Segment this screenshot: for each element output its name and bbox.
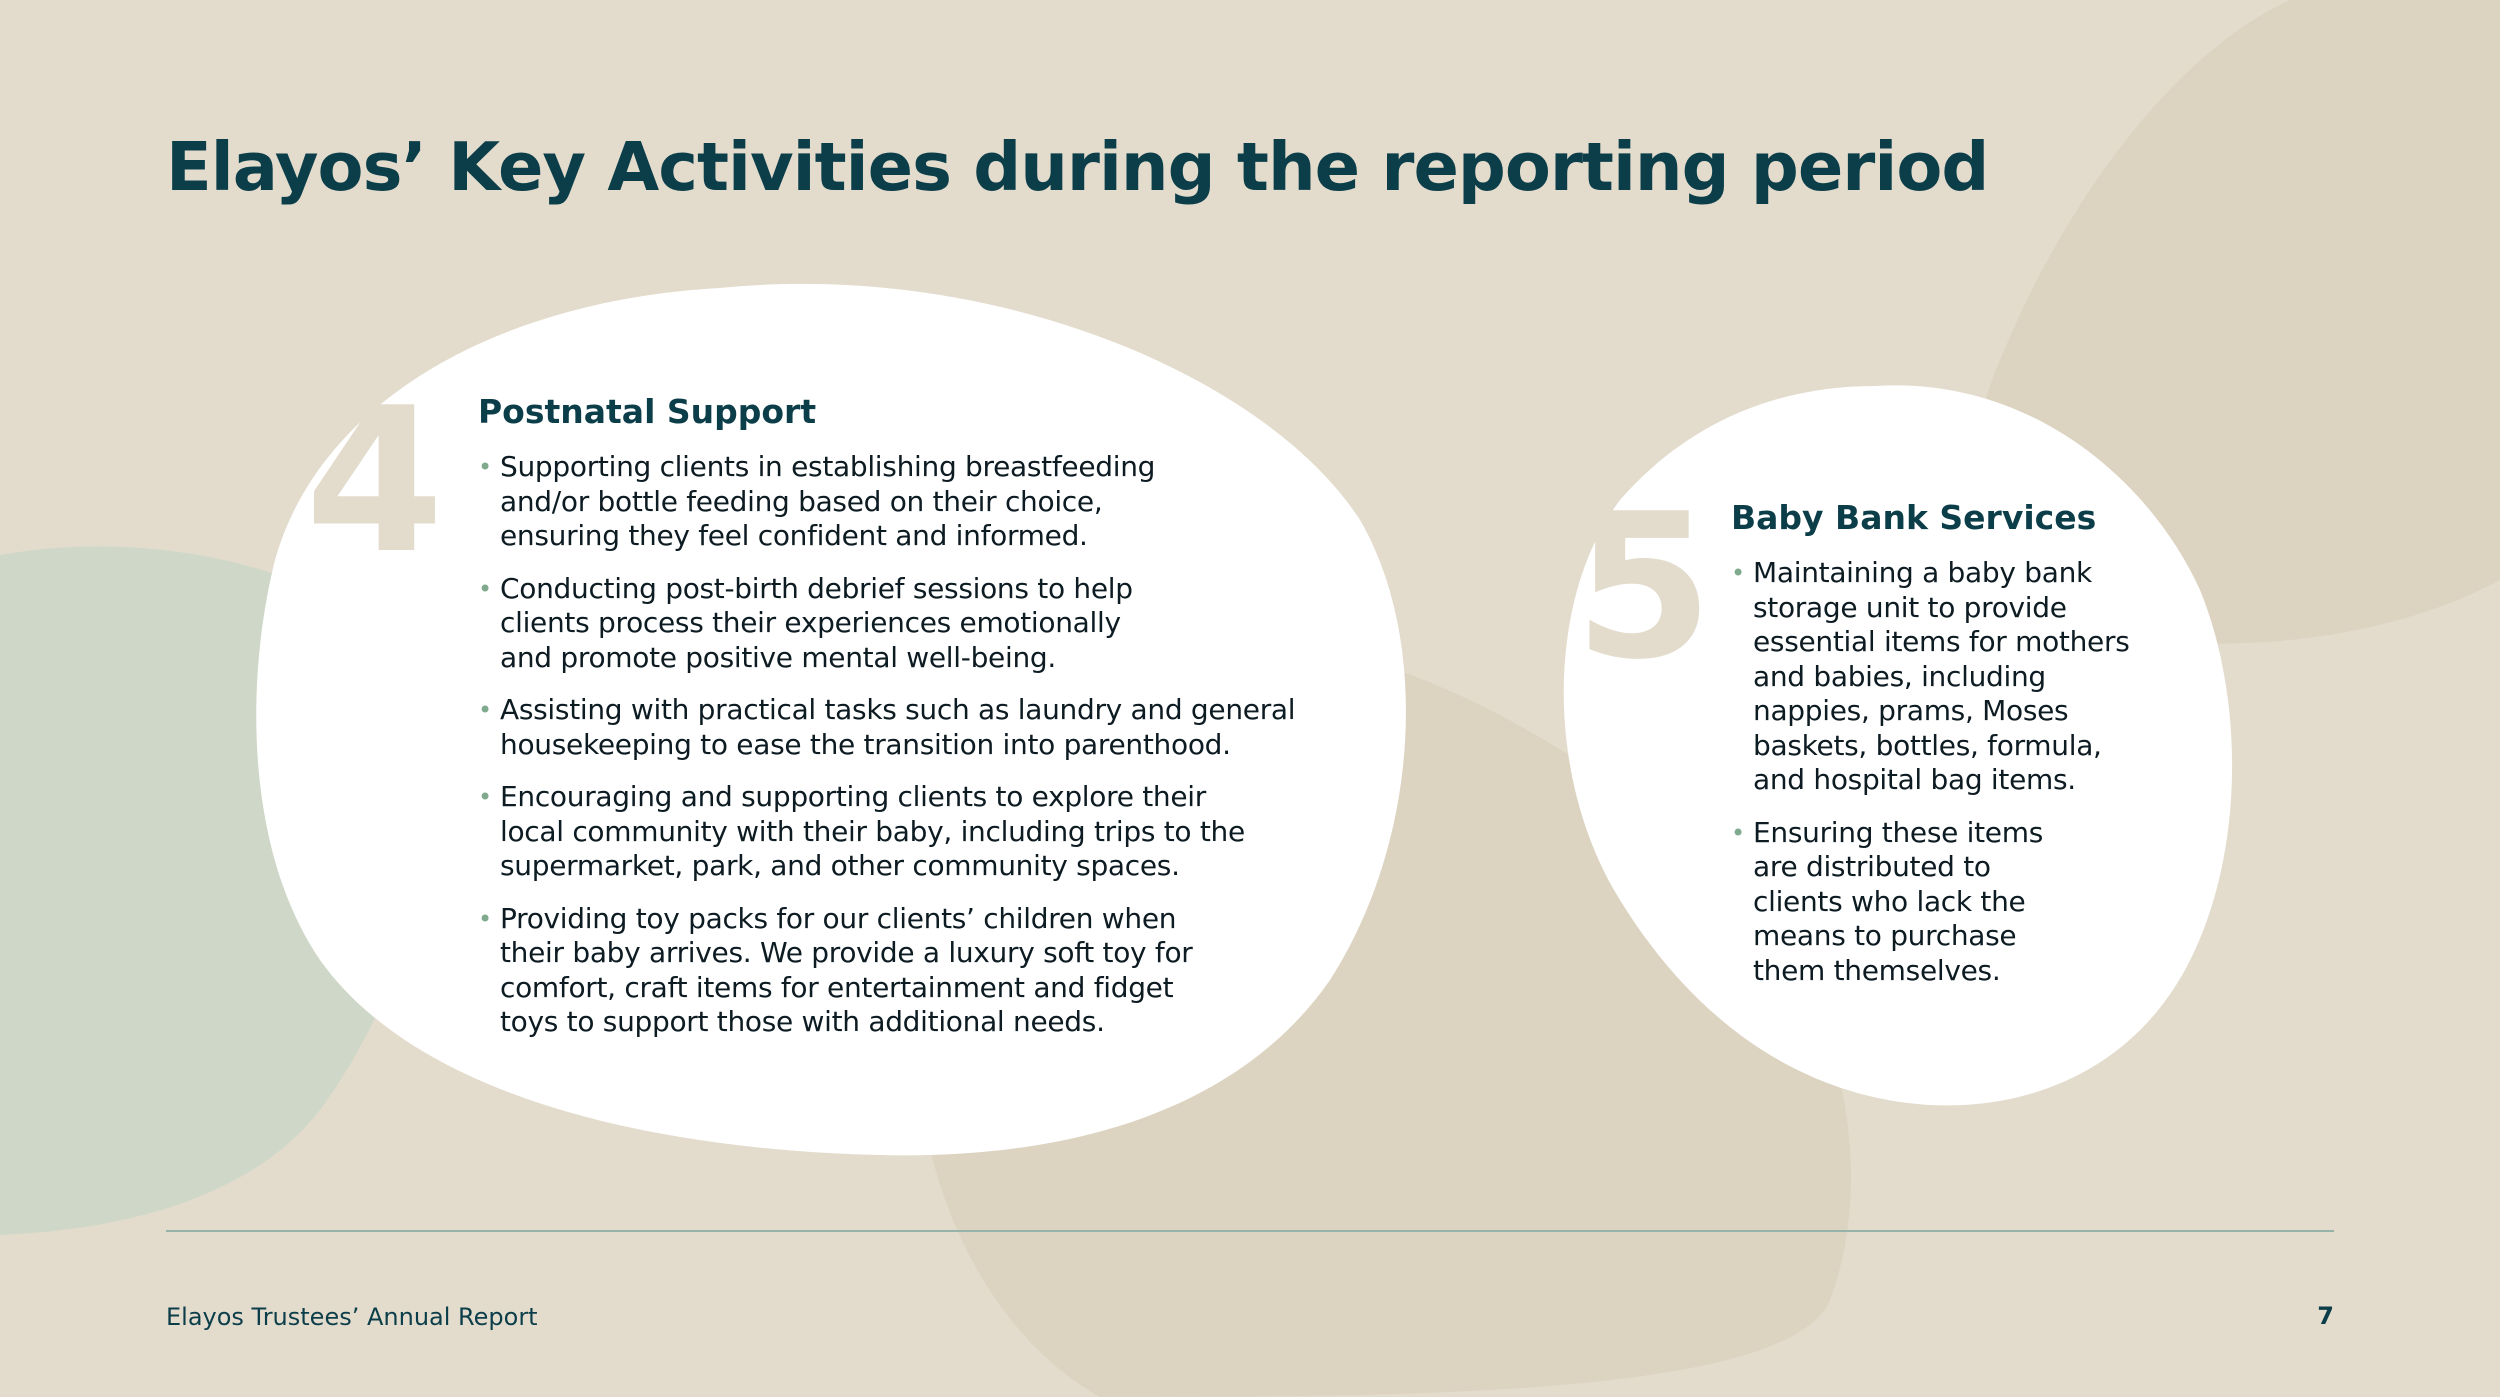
bullet-item <box>1731 556 2161 798</box>
bullet-text-line: Providing toy packs for our clients’ children when <box>500 901 1177 935</box>
bullet-text-line: Supporting clients in establishing breastfeeding <box>500 450 1156 483</box>
page-number: 7 <box>2317 1302 2334 1330</box>
bullet-list <box>478 450 1358 1058</box>
bullet-text-line: ensuring they feel confident and informed. <box>500 519 1088 552</box>
bullet-text-line: storage unit to provide <box>1753 590 2067 624</box>
bullet-item <box>478 450 1358 554</box>
bullet-text-line: and hospital bag items. <box>1753 763 2076 796</box>
bullet-text-line: clients process their experiences emotionally <box>500 606 1121 639</box>
bullet-text-line: are distributed to <box>1753 850 1991 883</box>
bullet-text-line: and/or bottle feeding based on their choice, <box>500 484 1103 518</box>
bullet-list <box>1731 556 2161 1006</box>
bullet-item <box>1731 816 2161 989</box>
bullet-item <box>478 693 1358 762</box>
bullet-text-line: means to purchase <box>1753 919 2017 952</box>
card-number: 5 <box>1574 471 1708 704</box>
bullet-text-line: their baby arrives. We provide a luxury soft toy for <box>500 936 1193 969</box>
bullet-text-line: and babies, including <box>1753 659 2046 693</box>
bullet-dot-icon: • <box>478 696 493 724</box>
bullet-text-line: toys to support those with additional needs. <box>500 1005 1105 1038</box>
bullet-text-line: Ensuring these items <box>1753 815 2043 849</box>
card-heading: Baby Bank Services <box>1731 498 2097 537</box>
bullet-text-line: clients who lack the <box>1753 884 2026 918</box>
bullet-item <box>478 780 1358 884</box>
bullet-text-line: Maintaining a baby bank <box>1753 556 2092 589</box>
footer-report-title: Elayos Trustees’ Annual Report <box>166 1303 538 1331</box>
bullet-text-line: essential items for mothers <box>1753 625 2130 658</box>
bullet-dot-icon: • <box>478 904 493 933</box>
bullet-dot-icon: • <box>478 453 493 481</box>
bullet-item <box>478 572 1358 676</box>
bullet-dot-icon: • <box>1731 818 1746 847</box>
bullet-text-line: baskets, bottles, formula, <box>1753 728 2102 762</box>
page-title: Elayos’ Key Activities during the reporting period <box>166 128 1989 206</box>
bullet-text-line: supermarket, park, and other community spaces. <box>500 849 1180 882</box>
bullet-dot-icon: • <box>1731 559 1746 587</box>
bullet-dot-icon: • <box>478 574 493 603</box>
bullet-text-line: housekeeping to ease the transition into parenthood. <box>500 727 1231 761</box>
card-number: 4 <box>305 365 439 598</box>
bullet-text-line: Conducting post-birth debrief sessions to help <box>500 571 1133 605</box>
bullet-text-line: comfort, craft items for entertainment and fidget <box>500 970 1174 1004</box>
bullet-dot-icon: • <box>478 783 493 811</box>
footer-divider <box>166 1230 2334 1232</box>
bullet-text-line: and promote positive mental well-being. <box>500 640 1056 674</box>
bullet-text-line: local community with their baby, including trips to the <box>500 814 1245 848</box>
card-heading: Postnatal Support <box>478 392 817 431</box>
bullet-item <box>478 902 1358 1040</box>
bullet-text-line: nappies, prams, Moses <box>1753 694 2069 727</box>
bullet-text-line: Encouraging and supporting clients to explore their <box>500 780 1206 813</box>
bullet-text-line: them themselves. <box>1753 953 2001 987</box>
bullet-text-line: Assisting with practical tasks such as laundry and general <box>500 693 1296 726</box>
